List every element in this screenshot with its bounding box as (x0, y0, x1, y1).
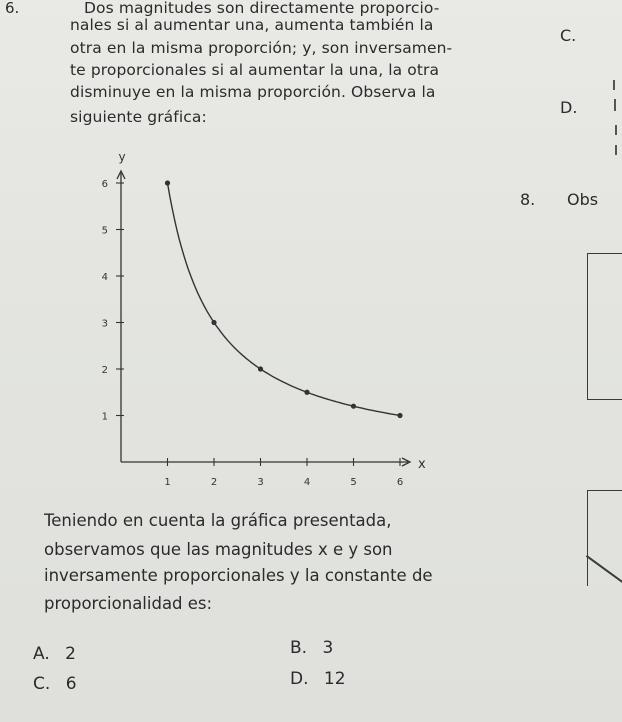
x-tick-label: 1 (164, 477, 171, 488)
option-a-letter: A. (33, 644, 50, 664)
y-axis-label: y (118, 150, 126, 164)
prompt-line-1: Teniendo en cuenta la gráfica presentada, (44, 511, 392, 530)
data-point (351, 404, 356, 409)
option-b-letter: B. (290, 638, 308, 658)
data-point (258, 366, 263, 371)
prompt-line-2: observamos que las magnitudes x e y son (44, 540, 393, 559)
hyperbola-curve (168, 183, 401, 416)
y-tick-label: 2 (101, 365, 108, 376)
option-d-letter: D. (290, 669, 309, 689)
x-axis-label: x (418, 457, 426, 472)
data-point (165, 180, 170, 185)
answer-box (587, 253, 622, 400)
option-b-value: 3 (322, 638, 334, 658)
option-c[interactable] (33, 674, 77, 694)
question-6-line-4: te proporcionales si al aumentar la una, la otra (70, 61, 440, 79)
cropped-mark (615, 145, 617, 155)
prompt-line-4: proporcionalidad es: (44, 594, 213, 613)
answer-box (587, 490, 622, 586)
question-8-number: 8. (520, 190, 536, 209)
question-6-line-5: disminuye en la misma proporción. Observa la (70, 83, 436, 101)
question-8-text: Obs (567, 190, 599, 209)
option-d-value: 12 (323, 669, 346, 689)
y-tick-label: 3 (101, 318, 108, 330)
y-tick-label: 4 (101, 272, 108, 283)
cropped-mark (613, 80, 615, 90)
cropped-mark (615, 125, 617, 135)
data-point (211, 320, 216, 325)
right-option-d: D. (560, 98, 578, 117)
inverse-proportion-graph (70, 135, 430, 495)
option-c-letter: C. (33, 674, 51, 694)
y-tick-label: 1 (101, 411, 108, 423)
right-option-c: C. (560, 26, 577, 45)
x-tick-label: 5 (350, 477, 357, 488)
option-a[interactable] (33, 644, 76, 664)
prompt-line-3: inversamente proporcionales y la constante de (44, 566, 433, 585)
y-tick-label: 5 (101, 225, 108, 237)
data-point (304, 390, 309, 395)
option-d[interactable] (290, 669, 346, 689)
x-tick-label: 6 (396, 477, 404, 488)
question-6-line-1: Dos magnitudes son directamente proporcio- (84, 0, 440, 17)
data-point (397, 413, 402, 418)
cropped-mark (614, 99, 616, 111)
option-a-value: 2 (65, 644, 76, 664)
x-tick-label: 4 (303, 477, 311, 488)
x-tick-label: 2 (210, 477, 218, 488)
question-6-line-3: otra en la misma proporción; y, son inversamen- (70, 39, 453, 57)
option-b[interactable] (290, 638, 333, 658)
x-tick-label: 3 (257, 477, 264, 488)
option-c-value: 6 (65, 674, 77, 694)
y-tick-label: 6 (101, 179, 108, 190)
question-6-line-2: nales si al aumentar una, aumenta también la (70, 16, 434, 34)
question-6-line-6: siguiente gráfica: (70, 108, 207, 126)
question-6-number: 6. (5, 0, 20, 17)
